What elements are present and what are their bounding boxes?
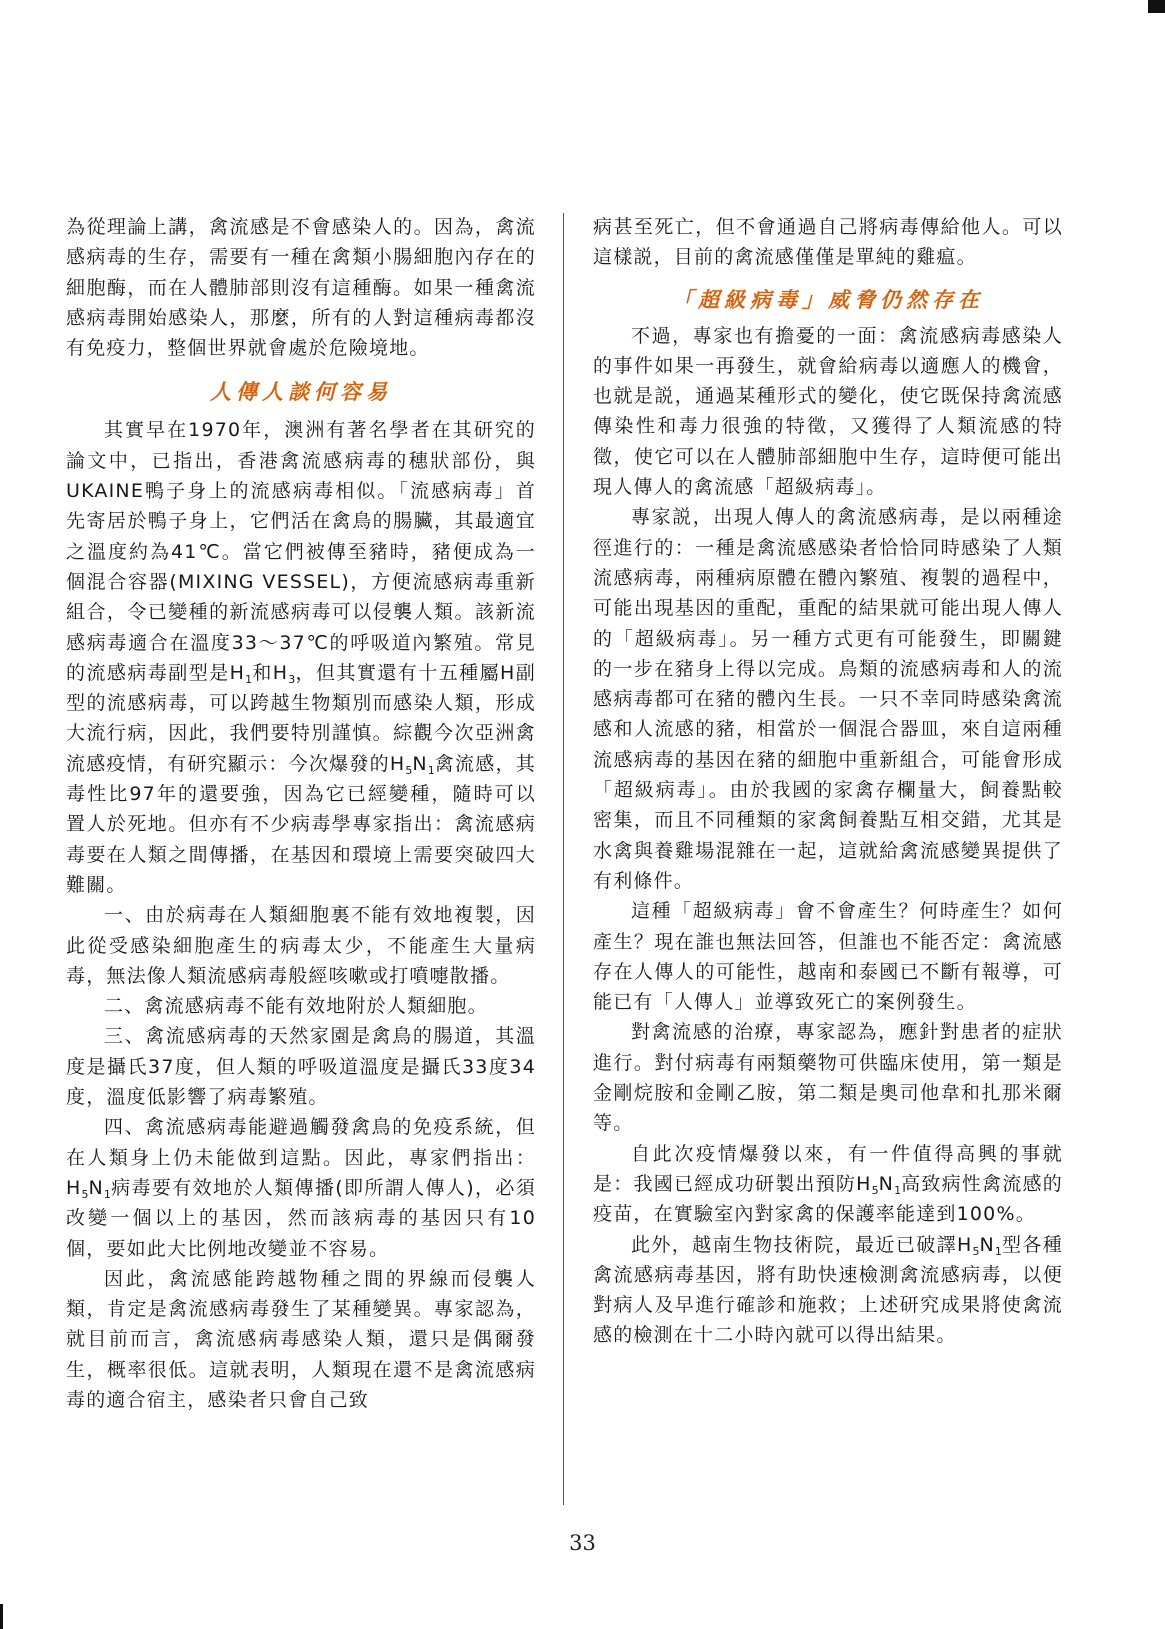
left-column — [66, 212, 536, 1415]
section-heading-human-transmission: 人傳人談何容易 — [210, 379, 392, 405]
paragraph-conclusion: 因此，禽流感能跨越物種之間的界線而侵襲人類，肯定是禽流感病毒發生了某種變異。專家認為，就目前而言，禽流感病毒感染人類，還只是偶爾發生，概率很低。這就表明，人類現在還不是禽流感病毒的適合宿主，感染者只會自己致 — [66, 1267, 536, 1411]
paragraph-barrier-three: 三、禽流感病毒的天然家園是禽鳥的腸道，其溫度是攝氏37度，但人類的呼吸道溫度是攝氏33度34度，溫度低影響了病毒繁殖。 — [66, 1025, 536, 1109]
paragraph-barrier-one: 一、由於病毒在人類細胞裏不能有效地複製，因此從受感染細胞產生的病毒太少，不能產生大量病毒，無法像人類流感病毒般經咳嗽或打噴嚏散播。 — [66, 904, 536, 987]
scan-edge-mark — [0, 1604, 3, 1629]
paragraph-transmission-paths: 專家説，出現人傳人的禽流感病毒，是以兩種途徑進行的：一種是禽流感感染者恰恰同時感染了人類流感病毒，兩種病原體在體內繁殖、複製的過程中，可能出現基因的重配，重配的結果就可能出現人傳人的「超級病毒」。另一種方式更有可能發生，即關鍵的一步在豬身上得以完成。鳥類的流感病毒和人的流感病毒都可在豬的體內生長。一只不幸同時感染禽流感和人流感的豬，相當於一個混合器皿，來自這兩種流感病毒的基因在豬的細胞中重新組合，可能會形成「超級病毒」。由於我國的家禽存欄量大，飼養點較密集，而且不同種類的家禽飼養點互相交錯，尤其是水禽與養雞場混雜在一起，這就給禽流感變異提供了有利條件。 — [593, 506, 1063, 892]
paragraph-vietnam-research: 此外，越南生物技術院，最近已破譯$H_5N_1$型各種禽流感病毒基因，將有助快速檢測禽流感病毒，以便對病人及早進行確診和施救；上述研究成果將使禽流感的檢測在十二小時內就可以得出結果。 — [593, 1233, 1063, 1347]
page-number: 33 — [569, 1531, 596, 1555]
paragraph-barrier-two: 二、禽流感病毒不能有效地附於人類細胞。 — [104, 995, 488, 1018]
paragraph-barrier-four: 四、禽流感病毒能避過觸發禽鳥的免疫系統，但在人類身上仍未能做到這點。因此，專家們指出：$H_5N_1$病毒要有效地於人類傳播(即所謂人傳人)，必須改變一個以上的基因，然而該病毒的基因只有10個，要如此大比例地改變並不容易。 — [66, 1116, 536, 1260]
intro-paragraph: 為從理論上講，禽流感是不會感染人的。因為，禽流感病毒的生存，需要有一種在禽類小腸細胞內存在的細胞酶，而在人體肺部則沒有這種酶。如果一種禽流感病毒開始感染人，那麼，所有的人對這種病毒都沒有免疫力，整個世界就會處於危險境地。 — [66, 216, 536, 360]
section-heading-super-virus: 「超級病毒」威脅仍然存在 — [672, 286, 984, 312]
continued-paragraph: 病甚至死亡，但不會通過自己將病毒傳給他人。可以這樣説，目前的禽流感僅僅是單純的雞瘟。 — [593, 216, 1063, 269]
paragraph-uncertainty: 這種「超級病毒」會不會產生？何時產生？如何產生？現在誰也無法回答，但誰也不能否定：禽流感存在人傳人的可能性，越南和泰國已不斷有報導，可能已有「人傳人」並導致死亡的案例發生。 — [593, 900, 1063, 1014]
right-column — [593, 212, 1063, 1351]
paragraph-research-history: 其實早在1970年，澳洲有著名學者在其研究的論文中，已指出，香港禽流感病毒的穗狀部份，與UKAINE鴨子身上的流感病毒相似。「流感病毒」首先寄居於鴨子身上，它們活在禽鳥的腸臟，其最適宜之溫度約為41℃。當它們被傳至豬時，豬便成為一個混合容器(MIXING VESSEL)，方便流感病毒重新組合，令已變種的新流感病毒可以侵襲人類。該新流感病毒適合在溫度33～37℃的呼吸道內繁殖。常見的流感病毒副型是$H_1$和$H_3$，但其實還有十五種屬H副型的流感病毒，可以跨越生物類別而感染人類，形成大流行病，因此，我們要特別謹慎。綜觀今次亞洲禽流感疫情，有研究顯示：今次爆發的$H_5N_1$禽流感，其毒性比97年的還要強，因為它已經變種，隨時可以置人於死地。但亦有不少病毒學專家指出：禽流感病毒要在人類之間傳播，在基因和環境上需要突破四大難關。 — [66, 419, 536, 896]
column-divider — [563, 213, 564, 1505]
paragraph-treatment: 對禽流感的治療，專家認為，應針對患者的症狀進行。對付病毒有兩類藥物可供臨床使用，第一類是金剛烷胺和金剛乙胺，第二類是奧司他韋和扎那米爾等。 — [593, 1021, 1063, 1135]
paragraph-expert-concern: 不過，專家也有擔憂的一面：禽流感病毒感染人的事件如果一再發生，就會給病毒以適應人的機會，也就是説，通過某種形式的變化，使它既保持禽流感傳染性和毒力很強的特徵，又獲得了人類流感的特徵，使它可以在人體肺部細胞中生存，這時便可能出現人傳人的禽流感「超級病毒」。 — [593, 324, 1063, 499]
scan-corner-mark — [1148, 0, 1165, 13]
paragraph-vaccine: 自此次疫情爆發以來，有一件值得高興的事就是：我國已經成功研製出預防$H_5N_1$高致病性禽流感的疫苗，在實驗室內對家禽的保護率能達到100%。 — [593, 1142, 1063, 1226]
